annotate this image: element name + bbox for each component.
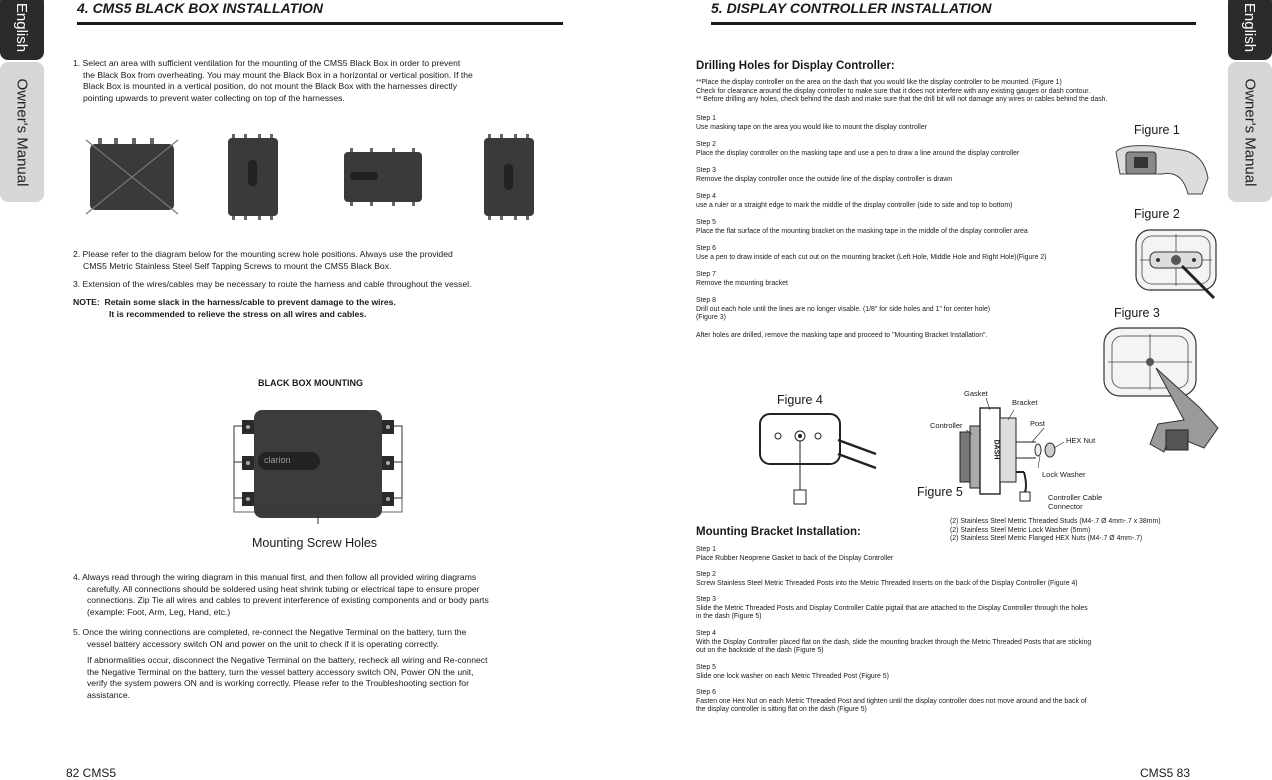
mounting-caption: Mounting Screw Holes xyxy=(252,536,378,550)
drill-step: Step 5 Place the flat surface of the mounting bracket on the masking tape in the middle of the display controller area xyxy=(696,219,1028,235)
language-tab-left: English xyxy=(0,0,44,60)
bracket-heading: Mounting Bracket Installation: xyxy=(696,526,861,538)
drill-step: Step 1 Use masking tape on the area you would like to mount the display controller xyxy=(696,115,927,131)
figure-4-image xyxy=(750,406,880,511)
left-item-3: 3. Extension of the wires/cables may be necessary to route the harness and cable throughout the vessel. xyxy=(73,279,472,289)
drilling-heading: Drilling Holes for Display Controller: xyxy=(696,60,895,72)
mounting-diagram xyxy=(228,398,408,528)
drill-step: Step 3 Remove the display controller once the outside line of the display controller is drawn xyxy=(696,167,953,183)
fig5-label-bracket: Bracket xyxy=(1012,398,1038,407)
drilling-intro: **Place the display controller on the area on the dash that you would like the display controller to be mounted. (Figure 1) Check for clearance around the display controller to make sure that it does not interfere with any existing gauges or dash contour. ** Before drilling any holes, check behind the dash and make sure that the drill bit will not damage any wires or cables behind the dash. xyxy=(696,79,1108,104)
fig5-label-post: Post xyxy=(1030,419,1046,428)
bracket-step: Step 5 Slide one lock washer on each Metric Threaded Post (Figure 5) xyxy=(696,664,889,680)
fig5-label-lock-washer: Lock Washer xyxy=(1042,470,1086,479)
drill-step: Step 2 Place the display controller on the masking tape and use a pen to draw a line around the display controller xyxy=(696,141,1020,157)
owners-manual-tab-right: Owner's Manual xyxy=(1228,62,1272,202)
left-title-rule xyxy=(77,22,563,25)
fig5-label-hex-nut: HEX Nut xyxy=(1066,436,1096,445)
fig5-label-cable: Controller Cable Connector xyxy=(1048,493,1103,511)
figure-4-label: Figure 4 xyxy=(777,393,823,407)
figure-1-image xyxy=(1112,140,1212,200)
fig5-label-dash: DASH xyxy=(992,439,1000,460)
language-tab-right: English xyxy=(1228,0,1272,60)
bracket-step: Step 1 Place Rubber Neoprene Gasket to back of the Display Controller xyxy=(696,546,894,562)
hardware-list xyxy=(950,518,1230,544)
left-section-title: 4. CMS5 BLACK BOX INSTALLATION xyxy=(77,0,324,16)
hardware-item: (2) Stainless Steel Metric Threaded Studs (M4-.7 Ø 4mm-.7 x 38mm) xyxy=(950,518,1161,525)
owners-manual-tab-left: Owner's Manual xyxy=(0,62,44,202)
black-box-vertical-2 xyxy=(480,134,538,220)
black-box-upward-crossed xyxy=(84,138,184,216)
figure-3-image xyxy=(1100,324,1225,464)
right-title-rule xyxy=(711,22,1196,25)
hardware-item: (2) Stainless Steel Metric Flanged HEX Nuts (M4-.7 Ø 4mm-.7) xyxy=(950,535,1143,543)
bracket-step: Step 2 Screw Stainless Steel Metric Threaded Posts into the Metric Threaded Inserts on the back of the Display Controller (Figure 4) xyxy=(696,571,1078,587)
fig5-label-controller: Controller xyxy=(930,421,963,430)
bracket-step: Step 3 Slide the Metric Threaded Posts and Display Controller Cable pigtail that are attached to the Display Controller through the holes in the dash (Figure 5) xyxy=(696,596,1088,621)
figure-3-label: Figure 3 xyxy=(1114,306,1160,320)
drill-step: Step 6 Use a pen to draw inside of each cut out on the mounting bracket (Left Hole, Middle Hole and Right Hole)(Figure 2) xyxy=(696,245,1047,261)
figure-1-label: Figure 1 xyxy=(1134,123,1180,137)
right-page-footer: CMS5 83 xyxy=(1140,766,1191,780)
drill-step: Step 8 Drill out each hole until the lines are no longer visable. (1/8" for side holes and 1" for center hole) (Figure 3) xyxy=(696,297,991,322)
bracket-step: Step 6 Fasten one Hex Nut on each Metric Threaded Post and tighten until the display controller does not move around and the back of the display controller is sitting flat on the dash (Figure 5) xyxy=(696,689,1087,714)
right-section-title: 5. DISPLAY CONTROLLER INSTALLATION xyxy=(711,0,992,16)
left-item-4: 4. Always read through the wiring diagram in this manual first, and then follow all provided wiring diagrams carefully. All connections should be soldered using heat shrink tubing or electrical tape to ensure proper connections. Zip Tie all wires and cables to prevent interference of existing components and or body parts (example: Foot, Arm, Leg, Hand, etc.) xyxy=(73,572,489,617)
left-note: NOTE: Retain some slack in the harness/cable to prevent damage to the wires. It is recommended to relieve the stress on all wires and cables. xyxy=(73,297,396,319)
box-logo: clarion xyxy=(264,455,291,465)
figure-2-image xyxy=(1130,224,1226,304)
drill-step: Step 7 Remove the mounting bracket xyxy=(696,271,788,287)
left-item-1: 1. Select an area with sufficient ventilation for the mounting of the CMS5 Black Box in order to prevent the Black Box from overheating. You may mount the Black Box in a horizontal or vertical position. If the Black Box is mounted in a vertical position, do not mount the Black Box with the harnesses directly pointing upwards to prevent water collecting on top of the harnesses. xyxy=(73,58,473,103)
figure-5-label: Figure 5 xyxy=(917,485,963,499)
drill-step: Step 4 use a ruler or a straight edge to mark the middle of the display controller (side to side and top to bottom) xyxy=(696,193,1013,209)
black-box-vertical-1 xyxy=(224,134,282,220)
note-label: NOTE: xyxy=(73,297,100,307)
drill-after-text: After holes are drilled, remove the masking tape and proceed to "Mounting Bracket Installation". xyxy=(696,332,988,339)
hardware-item: (2) Stainless Steel Metric Lock Washer (5mm) xyxy=(950,526,1091,534)
mounting-diagram-title: BLACK BOX MOUNTING xyxy=(258,378,363,388)
left-item-2: 2. Please refer to the diagram below for the mounting screw hole positions. Always use the provided CMS5 Metric Stainless Steel Self Tapping Screws to mount the CMS5 Black Box. xyxy=(73,249,453,271)
figure-5-image xyxy=(940,398,1100,503)
left-item-5: 5. Once the wiring connections are completed, re-connect the Negative Terminal on the battery, turn the vessel battery accessory switch ON and power on the unit to check if it is operating correctly. If abnormalities occur, disconnect the Negative Terminal on the battery, recheck all wiring and Re-connect the Negative Terminal on the battery, turn the vessel battery accessory switch ON, Power ON the unit, verify the system powers ON and is working correctly. Please refer to the Troubleshooting section for assistance. xyxy=(73,627,488,700)
figure-2-label: Figure 2 xyxy=(1134,207,1180,221)
black-box-horizontal xyxy=(340,148,426,206)
fig5-label-gasket: Gasket xyxy=(964,389,988,398)
left-page-footer: 82 CMS5 xyxy=(66,766,117,780)
bracket-steps xyxy=(696,546,1206,715)
bracket-step: Step 4 With the Display Controller placed flat on the dash, slide the mounting bracket through the Metric Threaded Posts that are sticking out on the backside of the dash (Figure 5) xyxy=(696,630,1092,655)
drilling-steps xyxy=(696,115,1126,341)
